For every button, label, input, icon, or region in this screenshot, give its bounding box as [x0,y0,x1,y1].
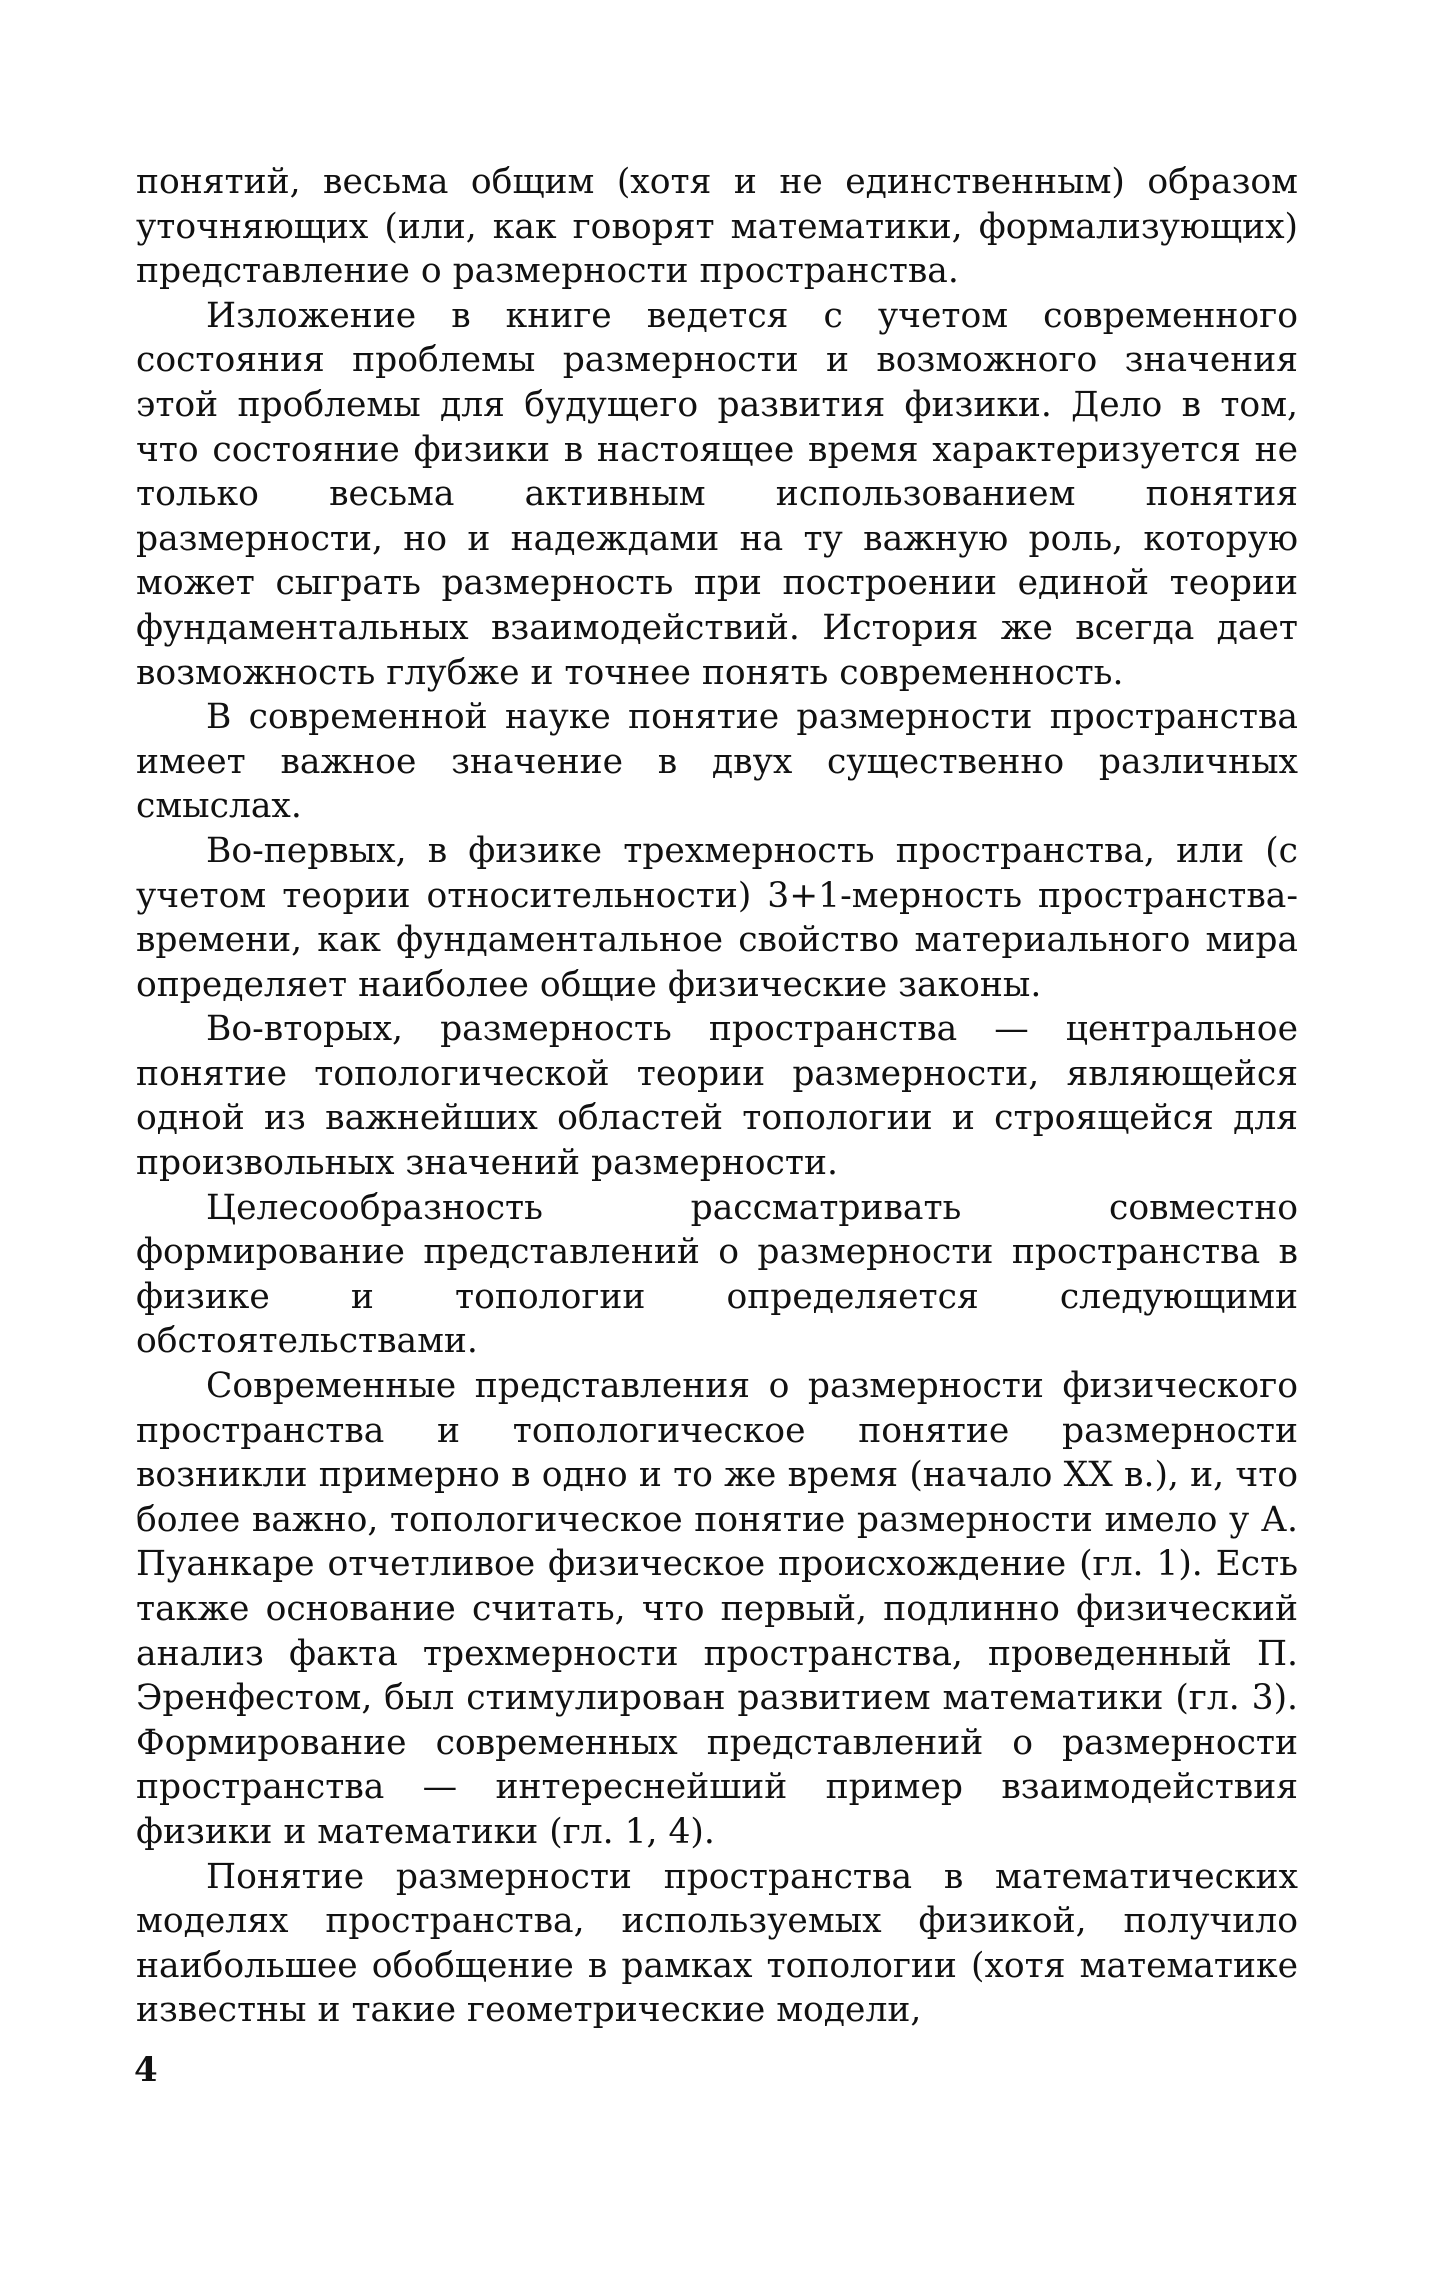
page-body [136,160,1298,2033]
paragraph-topology-generalization: Понятие размерности пространства в математических моделях пространства, используемых физикой, получило наибольшее обобщение в рамках топологии (хотя математике известны и такие геометрические модели, [136,1856,1298,2031]
paragraph-modern-views: Современные представления о размерности физического пространства и топологическое понятие размерности возникли примерно в одно и то же время (начало XX в.), и, что более важно, топологическое понятие размерности имело у А. Пуанкаре отчетливое физическое происхождение (гл. 1). Есть также основание считать, что первый, подлинно физический анализ факта трехмерности пространства, проведенный П. Эренфестом, был стимулирован развитием математики (гл. 3). Формирование современных представлений о размерности пространства — интереснейший пример взаимодействия физики и математики (гл. 1, 4). [136,1366,1298,1852]
paragraph-second-sense: Во-вторых, размерность пространства — центральное понятие топологической теории размерности, являющейся одной из важнейших областей топологии и строящейся для произвольных значений размерности. [136,1009,1298,1184]
paragraph-continuation: понятий, весьма общим (хотя и не единственным) образом уточняющих (или, как говорят математики, формализующих) представление о размерности пространства. [136,162,1298,292]
paragraph-two-senses: В современной науке понятие размерности пространства имеет важное значение в двух существенно различных смыслах. [136,697,1298,827]
paragraph-expediency: Целесообразность рассматривать совместно формирование представлений о размерности пространства в физике и топологии определяется следующими обстоятельствами. [136,1187,1298,1362]
paragraph-book-approach: Изложение в книге ведется с учетом современного состояния проблемы размерности и возможного значения этой проблемы для будущего развития физики. Дело в том, что состояние физики в настоящее время характеризуется не только весьма активным использованием понятия размерности, но и надеждами на ту важную роль, которую может сыграть размерность при построении единой теории фундаментальных взаимодействий. История же всегда дает возможность глубже и точнее понять современность. [136,295,1298,693]
paragraph-first-sense: Во-первых, в физике трехмерность пространства, или (с учетом теории относительности) 3+1-мерность пространства-времени, как фундаментальное свойство материального мира определяет наиболее общие физические законы. [136,830,1298,1005]
page-number: 4 [134,2050,158,2090]
